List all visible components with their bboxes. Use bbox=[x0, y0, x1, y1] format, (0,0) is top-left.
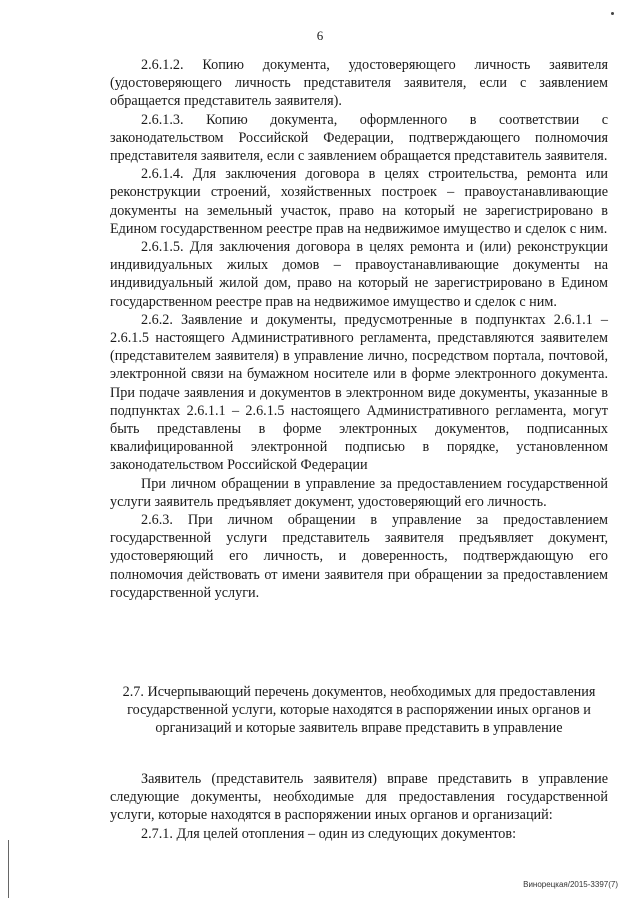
document-code: Винорецкая/2015-3397(7) bbox=[523, 880, 618, 889]
paragraph-applicant-right: Заявитель (представитель заявителя) вправе представить в управление следующие документы, необходимые для предоставления государственной услуги, которые находятся в распоряжении иных органов и организаций: bbox=[110, 771, 608, 824]
page-number: 6 bbox=[316, 28, 324, 43]
scan-edge-line bbox=[8, 840, 9, 898]
scan-mark bbox=[611, 12, 614, 15]
paragraph-personal-appeal: При личном обращении в управление за предоставлением государственной услуги заявитель предъявляет документ, удостоверяющий его личность. bbox=[110, 475, 608, 510]
paragraph-2-7-1: 2.7.1. Для целей отопления – один из следующих документов: bbox=[141, 825, 517, 842]
section-heading-2-7: 2.7. Исчерпывающий перечень документов, необходимых для предоставления государственной услуги, которые находятся в распоряжении иных органов и организаций и которые заявитель вправе представить в управление bbox=[122, 684, 596, 737]
paragraph-2-6-2: 2.6.2. Заявление и документы, предусмотренные в подпунктах 2.6.1.1 – 2.6.1.5 настоящего Административного регламента, представляются заявителем (представителем заявителя) в управление лично, посредством портала, почтовой, электронной связи на бумажном носителе или в форме электронного документа. При подаче заявления и документов в электронном виде документы, указанные в подпунктах 2.6.1.1 – 2.6.1.5 настоящего Административного регламента, могут быть представлены в форме электронных документов, подписанных квалифицированной электронной подписью в порядке, установленном законодательством Российской Федерации bbox=[110, 311, 608, 474]
paragraph-2-6-3: 2.6.3. При личном обращении в управление за предоставлением государственной услуги представитель заявителя предъявляет документ, удостоверяющий его личность, и доверенность, подтверждающую его полномочия действовать от имени заявителя при обращении за предоставлением государственной услуги. bbox=[110, 512, 608, 601]
paragraph-2-6-1-3: 2.6.1.3. Копию документа, оформленного в соответствии с законодательством Российской Федерации, подтверждающего полномочия представителя заявителя, если с заявлением обращается представитель заявителя. bbox=[110, 111, 608, 165]
paragraph-2-6-1-5: 2.6.1.5. Для заключения договора в целях ремонта и (или) реконструкции индивидуальных жилых домов – правоустанавливающие документы на индивидуальный жилой дом, право на который не зарегистрировано в Едином государственном реестре прав на недвижимое имущество и сделок с ним. bbox=[110, 239, 608, 310]
paragraph-2-6-1-2: 2.6.1.2. Копию документа, удостоверяющего личность заявителя (удостоверяющего личность представителя заявителя, если с заявлением обращается представитель заявителя). bbox=[110, 57, 608, 110]
document-body-continued bbox=[110, 770, 608, 843]
paragraph-2-6-1-4: 2.6.1.4. Для заключения договора в целях строительства, ремонта или реконструкции строений, хозяйственных построек – правоустанавливающие документы на земельный участок, право на который не зарегистрировано в Едином государственном реестре прав на недвижимое имущество и сделок с ним. bbox=[110, 166, 608, 237]
document-body bbox=[110, 56, 608, 602]
